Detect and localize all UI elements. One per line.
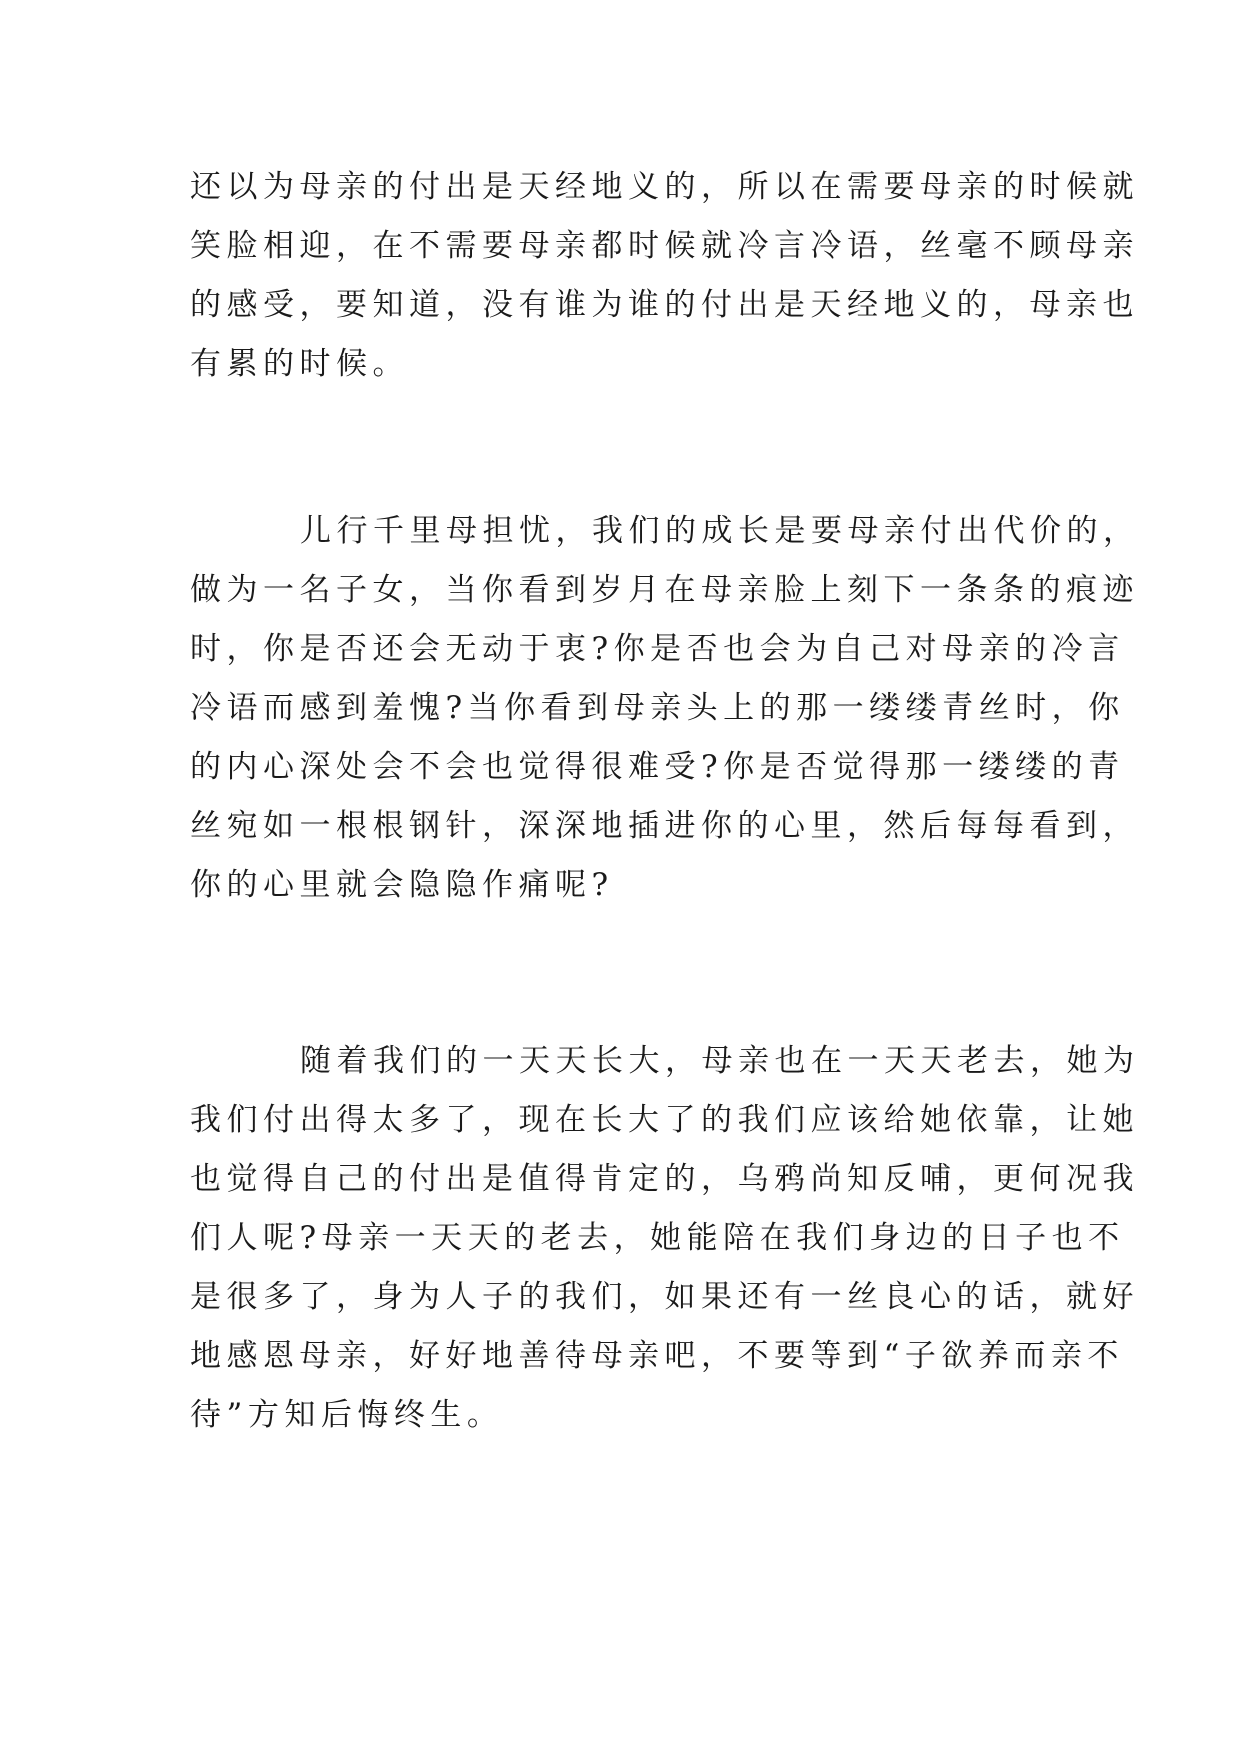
paragraph-line: 们人呢?母亲一天天的老去，她能陪在我们身边的日子也不	[190, 1220, 1125, 1256]
paragraph-line: 是很多了，身为人子的我们，如果还有一丝良心的话，就好	[190, 1279, 1139, 1315]
paragraph-line: 的感受，要知道，没有谁为谁的付出是天经地义的，母亲也	[190, 287, 1139, 323]
paragraph-line: 也觉得自己的付出是值得肯定的，乌鸦尚知反哺，更何况我	[190, 1161, 1139, 1197]
paragraph-line: 我们付出得太多了，现在长大了的我们应该给她依靠，让她	[190, 1102, 1139, 1138]
paragraph-line: 做为一名子女，当你看到岁月在母亲脸上刻下一条条的痕迹	[190, 572, 1139, 608]
paragraph-line: 地感恩母亲，好好地善待母亲吧，不要等到“子欲养而亲不	[190, 1338, 1124, 1374]
paragraph-2	[190, 502, 1140, 915]
paragraph-line: 笑脸相迎，在不需要母亲都时候就冷言冷语，丝毫不顾母亲	[190, 228, 1139, 264]
paragraph-line: 的内心深处会不会也觉得很难受?你是否觉得那一缕缕的青	[190, 749, 1125, 785]
paragraph-line: 丝宛如一根根钢针，深深地插进你的心里，然后每每看到，	[190, 808, 1139, 844]
paragraph-line: 冷语而感到羞愧?当你看到母亲头上的那一缕缕青丝时，你	[190, 690, 1125, 726]
paragraph-line: 有累的时候。	[190, 346, 409, 382]
paragraph-line: 你的心里就会隐隐作痛呢?	[190, 867, 614, 903]
paragraph-line: 待”方知后悔终生。	[190, 1397, 504, 1433]
paragraph-1	[190, 158, 1139, 394]
paragraph-line: 还以为母亲的付出是天经地义的，所以在需要母亲的时候就	[190, 169, 1139, 205]
paragraph-line: 儿行千里母担忧，我们的成长是要母亲付出代价的，	[300, 513, 1140, 549]
paragraph-3	[190, 1032, 1140, 1445]
paragraph-line: 时，你是否还会无动于衷?你是否也会为自己对母亲的冷言	[190, 631, 1125, 667]
paragraph-line: 随着我们的一天天长大，母亲也在一天天老去，她为	[300, 1043, 1140, 1079]
